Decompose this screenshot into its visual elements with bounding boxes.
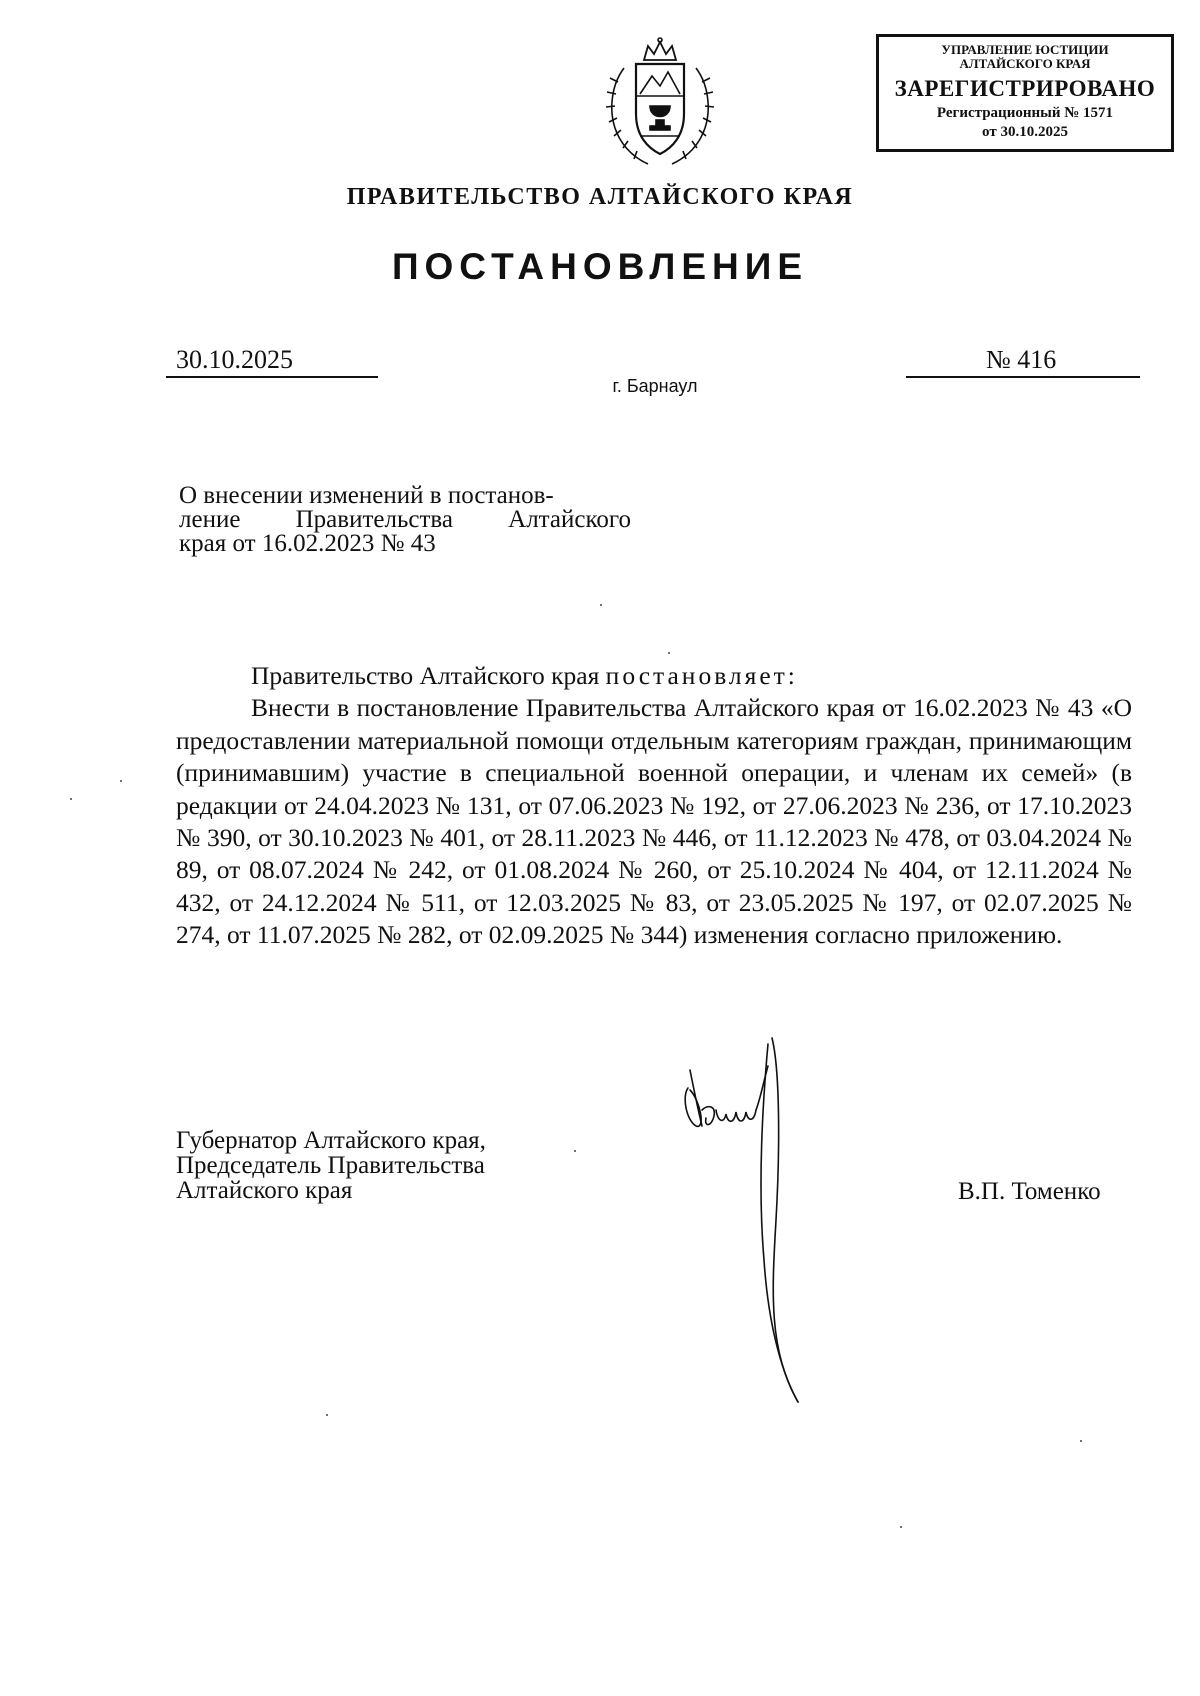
registration-stamp xyxy=(876,34,1174,152)
stamp-authority-line2: АЛТАЙСКОГО КРАЯ xyxy=(959,56,1091,71)
subject-line: края от 16.02.2023 № 43 xyxy=(179,530,436,557)
signatory-title xyxy=(176,1128,486,1203)
signatory-title-line: Губернатор Алтайского края, xyxy=(176,1127,486,1154)
signature-icon xyxy=(680,1030,830,1410)
document-city: г. Барнаул xyxy=(612,376,698,396)
scan-speck xyxy=(326,1414,328,1416)
subject-line: О внесении изменений в постанов- xyxy=(179,482,554,509)
body-intro-lead: Правительство Алтайского края xyxy=(251,661,606,690)
document-date: 30.10.2025 xyxy=(166,344,378,378)
scan-speck xyxy=(668,652,670,654)
body-paragraph: Внести в постановление Правительства Алтайского края от 16.02.2023 № 43 «О предоставлении материальной помощи отдельным категориям граждан, принимающим (принимавшим) участие в специальной военной операции, и членам их семей» (в редакции от 24.04.2023 № 131, от 07.06.2023 № 192, от 27.06.2023 № 236, от 17.10.2023 № 390, от 30.10.2023 № 401, от 28.11.2023 № 446, от 11.12.2023 № 478, от 03.04.2024 № 89, от 08.07.2024 № 242, от 01.08.2024 № 260, от 25.10.2024 № 404, от 12.11.2024 № 432, от 24.12.2024 № 511, от 12.03.2025 № 83, от 23.05.2025 № 197, от 02.07.2025 № 274, от 11.07.2025 № 282, от 02.09.2025 № 344) изменения согласно приложению. xyxy=(176,693,1132,950)
signatory-title-line: Председатель Правительства xyxy=(176,1152,485,1179)
scan-speck xyxy=(600,604,602,606)
stamp-reg-date: от 30.10.2025 xyxy=(982,124,1068,140)
scan-speck xyxy=(70,798,72,800)
stamp-reg-number: Регистрационный № 1571 xyxy=(936,105,1114,121)
scan-speck xyxy=(900,1526,902,1528)
stamp-authority-line1: УПРАВЛЕНИЕ ЮСТИЦИИ xyxy=(941,42,1109,57)
stamp-status: ЗАРЕГИСТРИРОВАНО xyxy=(894,76,1156,101)
document-body xyxy=(176,660,1132,952)
document-subject xyxy=(179,484,631,556)
document-type: ПОСТАНОВЛЕНИЕ xyxy=(391,246,809,287)
document-number: № 416 xyxy=(906,344,1140,378)
subject-line: ление Правительства Алтайского xyxy=(179,506,631,533)
scan-speck xyxy=(574,1150,576,1152)
signatory-title-line: Алтайского края xyxy=(176,1177,353,1204)
coat-of-arms-icon xyxy=(604,36,716,176)
body-intro-verb: постановляет: xyxy=(605,661,798,690)
scan-speck xyxy=(120,780,122,782)
signatory-name: В.П. Томенко xyxy=(958,1178,1101,1205)
government-title: ПРАВИТЕЛЬСТВО АЛТАЙСКОГО КРАЯ xyxy=(346,184,854,210)
scan-speck xyxy=(1080,1440,1082,1442)
body-intro xyxy=(176,660,1132,692)
